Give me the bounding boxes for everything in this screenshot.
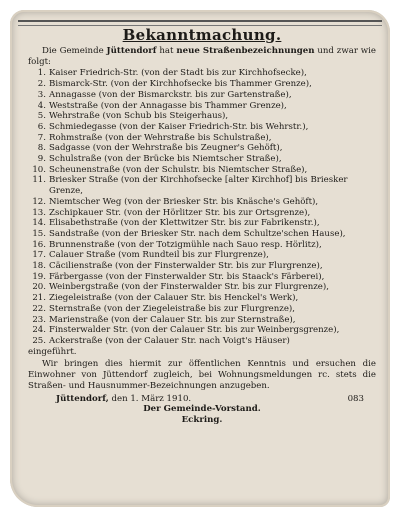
item-text: Schulstraße (von der Brücke bis Niemtscher Straße), xyxy=(49,154,282,165)
item-text: Färbergasse (von der Finsterwalder Str. bis Staack's Färberei), xyxy=(49,271,325,282)
signature-block xyxy=(28,394,376,426)
signature-place: Jüttendorf, xyxy=(56,393,109,404)
item-number: 22. xyxy=(32,303,46,314)
item-number: 3. xyxy=(37,89,46,100)
street-item xyxy=(28,229,376,240)
intro-town: Jüttendorf xyxy=(106,46,157,56)
item-text: Ackerstraße (von der Calauer Str. nach Voigt's Häuser) xyxy=(49,335,290,346)
item-number: 13. xyxy=(32,207,46,218)
date-line xyxy=(56,394,376,405)
street-item xyxy=(28,133,376,144)
item-text: Bismarck-Str. (von der Kirchhofsecke bis Thammer Grenze), xyxy=(49,79,312,90)
street-item xyxy=(28,240,376,251)
street-item xyxy=(28,68,376,79)
item-number: 15. xyxy=(32,228,46,239)
item-text: Rohmstraße (von der Wehrstraße bis Schulstraße), xyxy=(49,132,272,143)
item-number: 19. xyxy=(32,271,46,282)
item-text: Brunnenstraße (von der Totzigmühle nach Sauo resp. Hörlitz), xyxy=(49,239,322,250)
after-list-text: eingeführt. xyxy=(28,346,77,357)
item-number: 11. xyxy=(32,175,46,186)
item-number: 23. xyxy=(32,314,46,325)
street-item xyxy=(28,143,376,154)
intro-middle: hat xyxy=(156,46,177,56)
item-text: Cäcilienstraße (von der Finsterwalder Str. bis zur Flurgrenze), xyxy=(49,261,323,272)
item-number: 10. xyxy=(32,164,46,175)
intro-prefix: Die Gemeinde xyxy=(42,46,107,56)
item-number: 21. xyxy=(32,293,46,304)
item-text: Kaiser Friedrich-Str. (von der Stadt bis zur Kirchhofsecke), xyxy=(49,68,307,79)
item-number: 7. xyxy=(37,132,46,143)
street-item xyxy=(28,154,376,165)
street-item xyxy=(28,165,376,176)
item-text: Sadgasse (von der Wehrstraße bis Zeugner's Gehöft), xyxy=(49,143,283,154)
item-text: Zschipkauer Str. (von der Hörlitzer Str. bis zur Ortsgrenze), xyxy=(49,207,311,218)
item-text: Marienstraße (von der Calauer Str. bis zur Sternstraße), xyxy=(49,314,296,325)
item-number: 12. xyxy=(32,196,46,207)
street-list xyxy=(28,68,376,346)
item-number: 25. xyxy=(32,335,46,346)
item-text: Calauer Straße (vom Rundteil bis zur Flurgrenze), xyxy=(49,250,269,261)
item-number: 24. xyxy=(32,325,46,336)
item-text: Elisabethstraße (von der Klettwitzer Str. bis zur Fabrikenstr.), xyxy=(49,218,320,229)
announcement-title: Bekanntmachung. xyxy=(122,26,282,44)
item-text: Niemtscher Weg (von der Briesker Str. bis Knäsche's Gehöft), xyxy=(49,196,319,207)
item-number: 1. xyxy=(37,68,46,79)
item-text: Annagasse (von der Bismarckstr. bis zur Gartenstraße), xyxy=(49,89,292,100)
intro-suffix: und zwar wie folgt: xyxy=(28,46,376,67)
item-number: 5. xyxy=(37,111,46,122)
street-item xyxy=(28,282,376,293)
item-text: Weststraße (von der Annagasse bis Thammer Grenze), xyxy=(49,100,287,111)
street-item xyxy=(28,261,376,272)
item-text: Finsterwalder Str. (von der Calauer Str. bis zur Weinbergsgrenze), xyxy=(49,325,340,336)
street-item xyxy=(28,250,376,261)
announcement xyxy=(28,26,376,497)
item-number: 16. xyxy=(32,239,46,250)
closing-paragraph: Wir bringen dies hiermit zur öffentlichen Kenntnis und ersuchen die Einwohner von Jüttendorf zugleich, bei Wohnungsmeldungen rc. stets die Straßen- und Hausnummer-Bezeichnungen anzugeben. xyxy=(28,359,376,391)
intro-bold-phrase: neue Straßenbezeichnungen xyxy=(176,46,315,56)
print-code: 083 xyxy=(347,393,364,404)
street-item xyxy=(28,208,376,219)
street-item xyxy=(28,325,376,336)
street-item xyxy=(28,90,376,101)
street-item xyxy=(28,197,376,208)
intro-paragraph xyxy=(28,46,376,67)
street-item xyxy=(28,122,376,133)
street-item xyxy=(28,79,376,90)
item-number: 4. xyxy=(37,100,46,111)
signature-authority: Der Gemeinde-Vorstand. xyxy=(143,404,261,415)
item-text: Briesker Straße (von der Kirchhofsecke [alter Kirchhof] bis Briesker Grenze, xyxy=(49,175,348,197)
item-text: Schmiedegasse (von der Kaiser Friedrich-Str. bis Wehrstr.), xyxy=(49,121,309,132)
street-item xyxy=(28,293,376,304)
item-text: Weinbergstraße (von der Finsterwalder Str. bis zur Flurgrenze), xyxy=(49,282,329,293)
street-item xyxy=(28,175,376,196)
street-item xyxy=(28,272,376,283)
street-item xyxy=(28,111,376,122)
item-text: Ziegeleistraße (von der Calauer Str. bis Henckel's Werk), xyxy=(49,293,299,304)
street-item xyxy=(28,304,376,315)
item-number: 18. xyxy=(32,261,46,272)
item-text: Sternstraße (von der Ziegeleistraße bis zur Flurgrenze), xyxy=(49,303,296,314)
item-number: 14. xyxy=(32,218,46,229)
item-number: 17. xyxy=(32,250,46,261)
item-text: Sandstraße (von der Briesker Str. nach dem Schultze'schen Hause), xyxy=(49,228,346,239)
item-number: 9. xyxy=(37,154,46,165)
item-text: Wehrstraße (von Schub bis Steigerhaus), xyxy=(49,111,229,122)
street-item xyxy=(28,315,376,326)
item-number: 2. xyxy=(37,79,46,90)
item-number: 20. xyxy=(32,282,46,293)
item-number: 6. xyxy=(37,121,46,132)
street-item xyxy=(28,218,376,229)
signature-name: Eckring. xyxy=(181,414,223,425)
item-number: 8. xyxy=(37,143,46,154)
newspaper-clipping xyxy=(10,10,390,507)
signature-date: den 1. März 1910. xyxy=(108,393,192,404)
street-item xyxy=(28,101,376,112)
street-item xyxy=(28,336,376,347)
item-text: Scheunenstraße (von der Schulstr. bis Niemtscher Straße), xyxy=(49,164,308,175)
